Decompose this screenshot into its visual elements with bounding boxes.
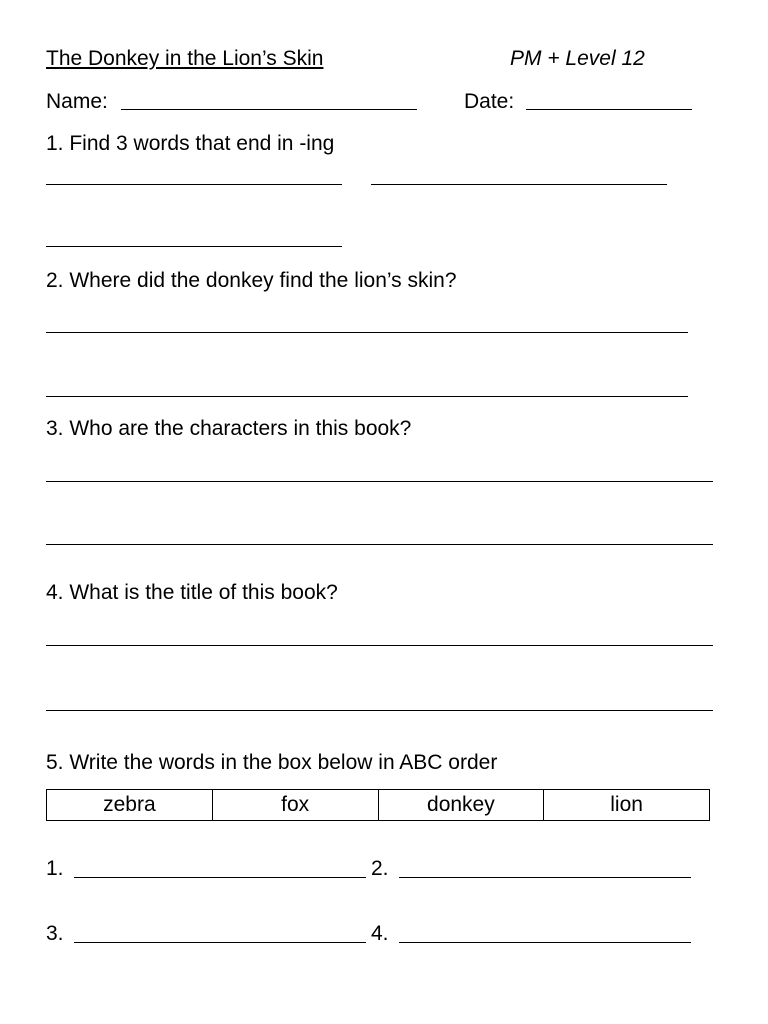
word-box-cell: fox xyxy=(212,790,378,821)
question-5: 5. Write the words in the box below in ABC order xyxy=(46,751,498,774)
worksheet-title: The Donkey in the Lion’s Skin xyxy=(46,47,324,70)
answer-line[interactable] xyxy=(46,396,688,397)
answer-number: 3. xyxy=(46,922,64,945)
answer-line[interactable] xyxy=(46,184,342,185)
word-box-cell: lion xyxy=(544,790,710,821)
question-3: 3. Who are the characters in this book? xyxy=(46,417,412,440)
answer-line[interactable] xyxy=(46,645,713,646)
question-2: 2. Where did the donkey find the lion’s skin? xyxy=(46,269,457,292)
word-box-cell: zebra xyxy=(47,790,213,821)
answer-line[interactable] xyxy=(46,246,342,247)
word-box-cell: donkey xyxy=(378,790,544,821)
date-label: Date: xyxy=(464,90,515,113)
answer-line[interactable] xyxy=(46,544,713,545)
answer-number: 1. xyxy=(46,857,64,880)
name-label: Name: xyxy=(46,90,108,113)
answer-line[interactable] xyxy=(74,942,366,943)
answer-number: 2. xyxy=(371,857,389,880)
answer-line[interactable] xyxy=(371,184,667,185)
answer-line[interactable] xyxy=(399,942,691,943)
name-line[interactable] xyxy=(121,109,417,110)
word-box xyxy=(46,789,710,821)
date-line[interactable] xyxy=(526,109,692,110)
answer-line[interactable] xyxy=(46,481,713,482)
answer-line[interactable] xyxy=(46,332,688,333)
question-4: 4. What is the title of this book? xyxy=(46,581,338,604)
answer-line[interactable] xyxy=(46,710,713,711)
question-1: 1. Find 3 words that end in -ing xyxy=(46,132,335,155)
answer-line[interactable] xyxy=(399,877,691,878)
answer-number: 4. xyxy=(371,922,389,945)
level-label: PM + Level 12 xyxy=(510,47,645,70)
answer-line[interactable] xyxy=(74,877,366,878)
